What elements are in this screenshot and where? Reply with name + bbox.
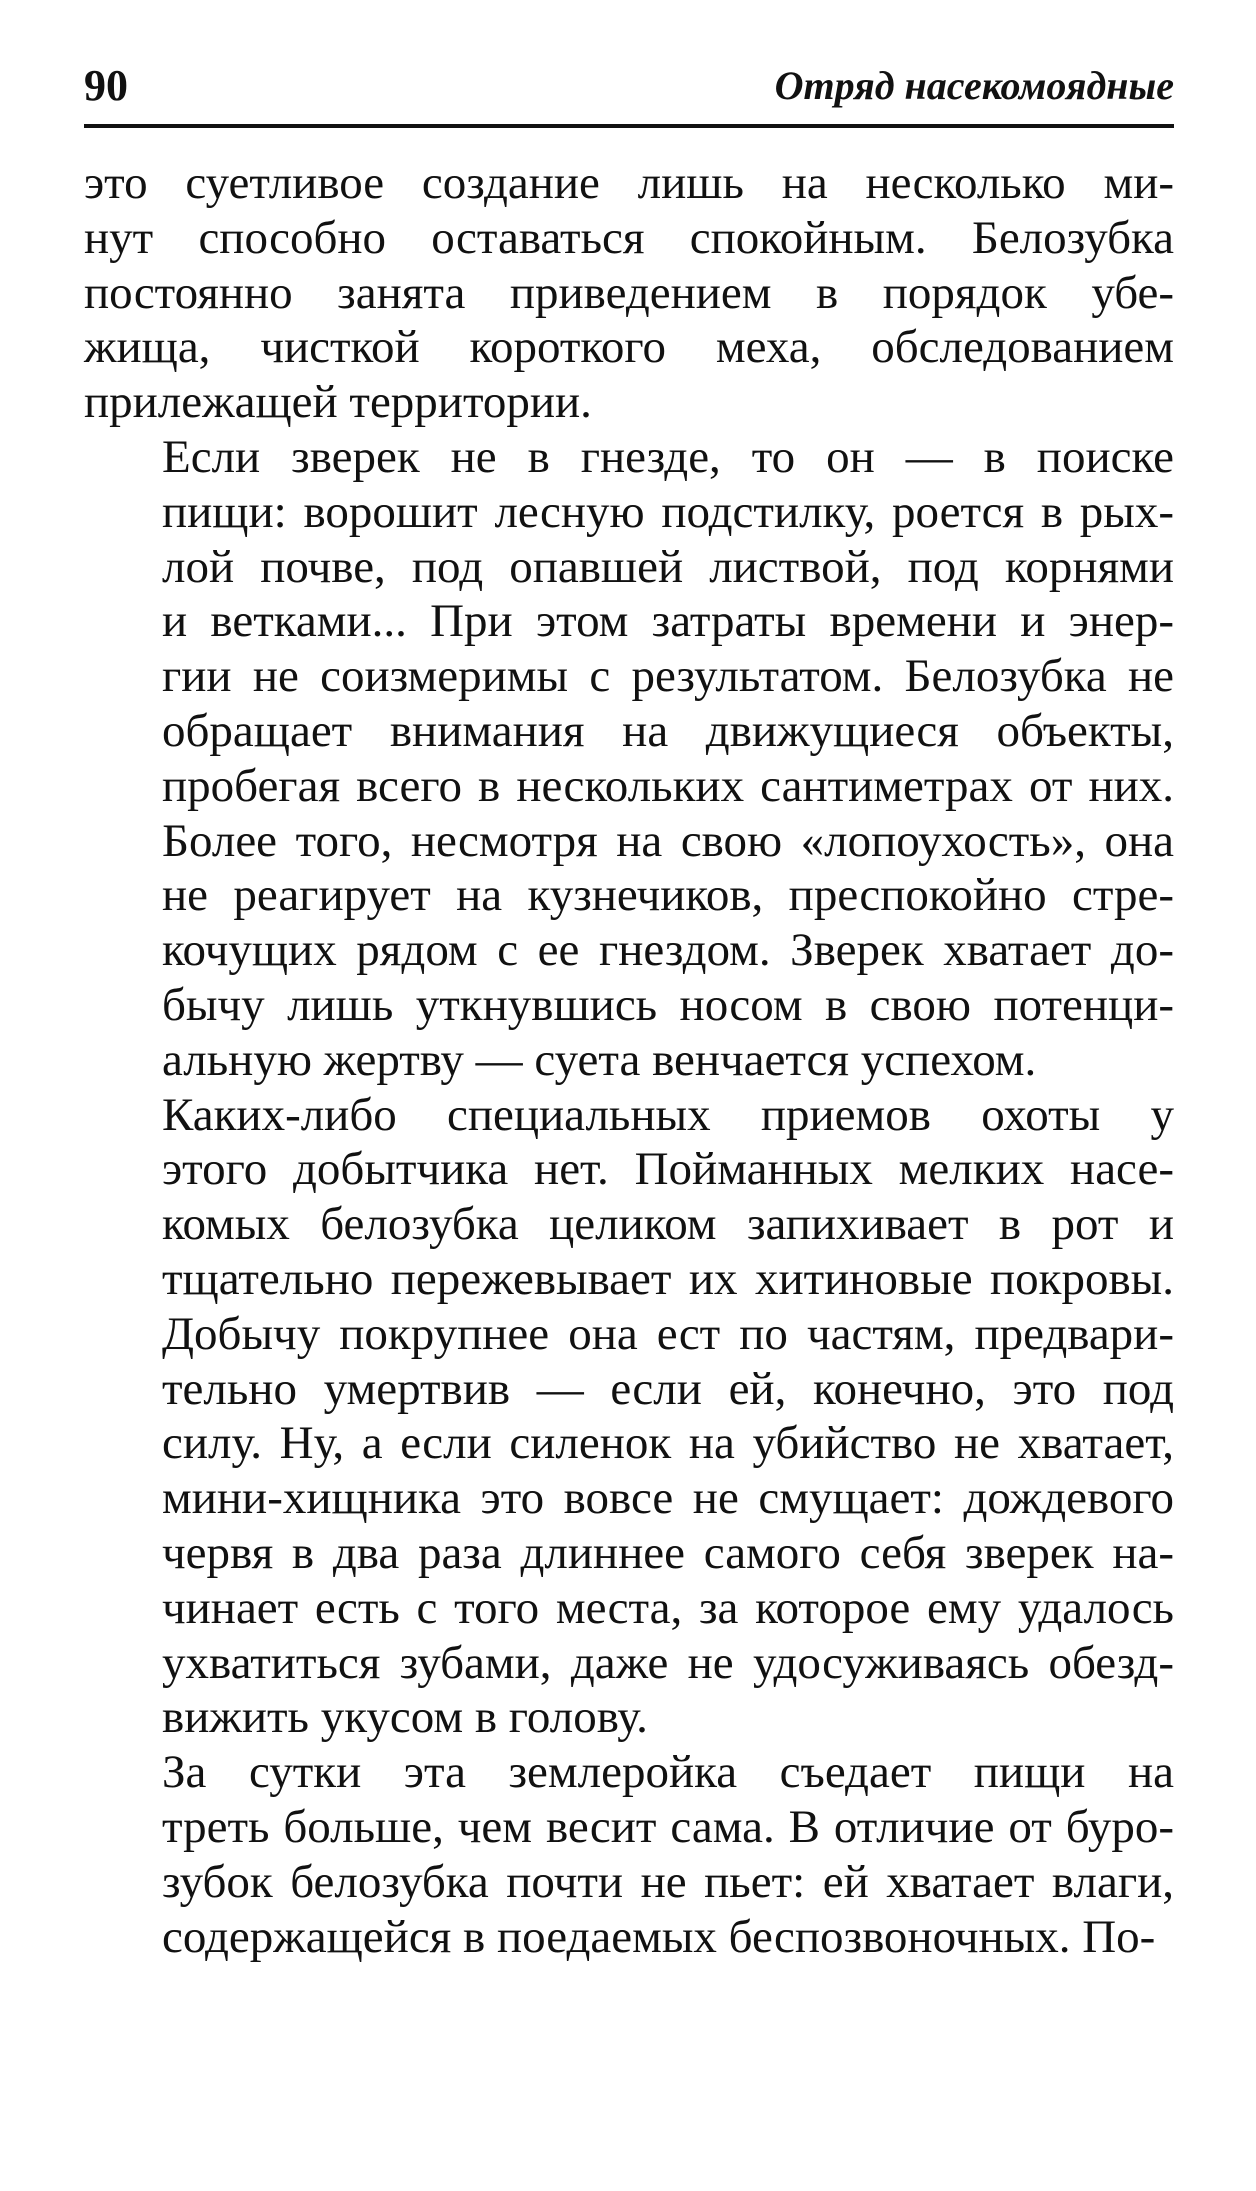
text-line: Добычу покрупнее она ест по частям, предвари- — [162, 1307, 1174, 1360]
text-line: кочущих рядом с ее гнездом. Зверек хватает до- — [162, 924, 1174, 977]
text-line: силу. Ну, а если силенок на убийство не хватает, — [162, 1417, 1174, 1470]
text-line: это суетливое создание лишь на несколько ми- — [84, 157, 1174, 209]
text-line: комых белозубка целиком запихивает в рот и — [162, 1198, 1174, 1251]
page-number: 90 — [84, 61, 128, 110]
text-line: и ветками... При этом затраты времени и энер- — [162, 595, 1174, 648]
text-line: нут способно оставаться спокойным. Белозубка — [84, 211, 1174, 264]
text-line: содержащейся в поедаемых беспозвоночных. По- — [162, 1910, 1156, 1963]
text-line: альную жертву — суета венчается успехом. — [162, 1033, 1037, 1086]
text-line: этого добытчика нет. Пойманных мелких насе- — [162, 1143, 1174, 1196]
text-line: треть больше, чем весит сама. В отличие от буро- — [162, 1800, 1174, 1853]
text-line: Если зверек не в гнезде, то он — в поиске — [162, 430, 1174, 483]
paragraph — [84, 1088, 1174, 1746]
text-line: прилежащей территории. — [84, 376, 592, 429]
text-line: За сутки эта землеройка съедает пищи на — [162, 1746, 1174, 1799]
paragraph — [84, 430, 1174, 1088]
text-line: Более того, несмотря на свою «лопоухость», она — [162, 814, 1174, 867]
text-line: червя в два раза длиннее самого себя зверек на- — [162, 1526, 1174, 1579]
text-line: жища, чисткой короткого меха, обследованием — [84, 321, 1174, 374]
paragraph — [84, 156, 1174, 430]
text-line: лой почве, под опавшей листвой, под корнями — [162, 540, 1174, 593]
running-head — [84, 60, 1174, 128]
paragraph — [84, 1745, 1174, 1964]
text-line: чинает есть с того места, за которое ему удалось — [162, 1581, 1174, 1634]
text-line: зубок белозубка почти не пьет: ей хватает влаги, — [162, 1855, 1174, 1908]
section-title: Отряд насекомоядные — [774, 63, 1174, 108]
text-line: тельно умертвив — если ей, конечно, это под — [162, 1362, 1174, 1415]
text-line: гии не соизмеримы с результатом. Белозубка не — [162, 650, 1174, 703]
text-line: пробегая всего в нескольких сантиметрах от них. — [162, 759, 1174, 812]
text-line: бычу лишь уткнувшись носом в свою потенци- — [162, 978, 1174, 1031]
text-line: обращает внимания на движущиеся объекты, — [162, 704, 1174, 757]
text-line: пищи: ворошит лесную подстилку, роется в рых- — [162, 485, 1174, 538]
text-line: постоянно занята приведением в порядок убе- — [84, 266, 1174, 319]
text-line: ухватиться зубами, даже не удосуживаясь обезд- — [162, 1636, 1174, 1689]
text-line: не реагирует на кузнечиков, преспокойно стре- — [162, 869, 1174, 922]
text-line: тщательно пережевывает их хитиновые покровы. — [162, 1252, 1174, 1305]
text-line: вижить укусом в голову. — [162, 1691, 648, 1744]
book-page — [84, 60, 1174, 1964]
body-text — [84, 156, 1174, 1964]
text-line: Каких-либо специальных приемов охоты у — [162, 1088, 1174, 1141]
text-line: мини-хищника это вовсе не смущает: дождевого — [162, 1472, 1174, 1525]
